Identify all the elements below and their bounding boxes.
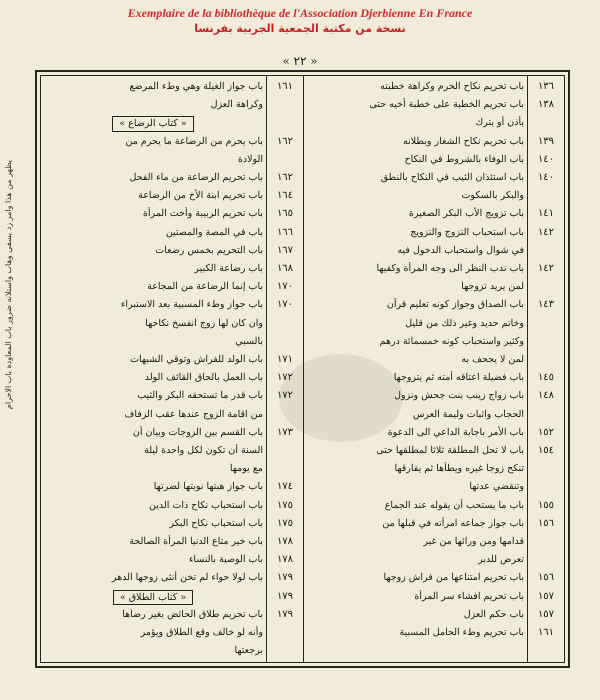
entry-title: السنة أن تكون لكل واحدة ليلة xyxy=(144,445,263,456)
entry-page-number xyxy=(267,98,303,112)
entry-title: باب ما يستحب أن يقوله عند الجماع xyxy=(384,499,524,511)
index-entry xyxy=(41,244,303,258)
entry-page-number: ١٣٨ xyxy=(537,99,555,111)
entry-page-number: ١٧٨ xyxy=(276,536,294,547)
entry-title: وكراهة العزل xyxy=(210,99,263,111)
entry-page-number: ١٦٧ xyxy=(276,244,294,256)
entry-page-number: ١٧١ xyxy=(276,354,294,365)
entry-page-number: ١٦١ xyxy=(537,627,555,638)
library-header-arabic: نسخة من مكتبة الجمعية الجربية بفرنسا xyxy=(194,22,406,35)
entry-page-number: ١٧٣ xyxy=(276,426,294,438)
index-entry xyxy=(302,480,564,494)
index-entry xyxy=(302,317,564,331)
index-entry xyxy=(41,353,303,367)
entry-page-number: ١٧٢ xyxy=(276,372,294,384)
entry-title: باب خير متاع الدنيا المرأة الصالحة xyxy=(129,536,263,547)
index-entry xyxy=(302,135,564,149)
entry-page-number xyxy=(267,462,303,476)
entry-page-number: ١٥٥ xyxy=(537,499,555,511)
entry-page-number xyxy=(267,153,303,167)
entry-page-number: ١٧٩ xyxy=(276,608,294,620)
index-entry xyxy=(302,262,564,276)
index-entry xyxy=(302,371,564,385)
entry-page-number: ١٥٢ xyxy=(537,426,555,438)
entry-page-number: ١٤٠ xyxy=(537,172,555,183)
entry-page-number xyxy=(528,553,564,567)
entry-page-number xyxy=(528,280,564,294)
entry-page-number: ١٦٦ xyxy=(276,226,294,238)
index-entry xyxy=(41,608,303,622)
index-entry xyxy=(41,408,303,422)
entry-page-number: ١٧٨ xyxy=(276,554,294,566)
entry-page-number xyxy=(528,189,564,203)
entry-page-number xyxy=(528,116,564,130)
entry-title: باب الصداق وجواز كونه تعليم قرآن xyxy=(386,299,524,311)
entry-page-number: ١٤٣ xyxy=(537,299,555,311)
entry-page-number xyxy=(528,408,564,422)
entry-title: باب الأمر باجابة الداعي الى الدعوة xyxy=(387,426,524,438)
entry-page-number xyxy=(267,408,303,422)
entry-page-number: ١٣٦ xyxy=(537,81,555,92)
entry-title: باب قدر ما تستحقه البكر والثيب xyxy=(137,390,263,402)
entry-title: باب فضيلة اعتاقه أمته ثم يتزوجها xyxy=(393,372,524,384)
entry-page-number: ١٧٩ xyxy=(276,590,294,602)
index-entry xyxy=(302,244,564,258)
entry-title: باب القسم بين الزوجات وبيان أن xyxy=(132,426,263,438)
entry-page-number: ١٤٠ xyxy=(537,153,555,165)
entry-title: باب إنما الرضاعة من المجاعة xyxy=(147,281,263,293)
entry-page-number: ١٦٨ xyxy=(276,263,294,274)
index-entry xyxy=(302,153,564,167)
index-table xyxy=(40,75,565,663)
entry-title: والبكر بالسكوت xyxy=(461,190,524,202)
entry-page-number xyxy=(528,480,564,494)
entry-page-number: ١٦٥ xyxy=(276,208,294,220)
entry-page-number: ١٥٦ xyxy=(537,572,555,584)
entry-title: باب التحريم بخمس رضعات xyxy=(155,244,263,256)
index-entry xyxy=(41,644,303,658)
entry-page-number xyxy=(528,335,564,349)
entry-title: لمن يريد تزوجها xyxy=(461,281,524,293)
entry-page-number xyxy=(267,335,303,349)
index-entry xyxy=(41,426,303,440)
entry-title: وان كان لها زوج انفسخ نكاحها xyxy=(145,317,263,329)
entry-title: في شوال واستحباب الدخول فيه xyxy=(397,244,524,256)
entry-page-number xyxy=(267,444,303,458)
entry-title: يأذن أو يترك xyxy=(475,117,524,129)
margin-note: يظهر من هذا وامر زد يسقي وهاب واستلانه ضرور باب المعاودة باب الاحرام xyxy=(4,160,13,410)
entry-title: باب في المصة والمصتين xyxy=(165,226,263,238)
entry-page-number: ١٥٧ xyxy=(537,608,555,620)
section-heading-cell xyxy=(41,116,267,132)
index-entry xyxy=(302,226,564,240)
entry-title: بالسبي xyxy=(235,335,263,347)
index-entry xyxy=(41,189,303,203)
entry-page-number: ١٧٥ xyxy=(276,517,294,529)
index-entry xyxy=(41,171,303,185)
entry-title: وأنه لو خالف وقع الطلاق ويؤمر xyxy=(140,627,263,638)
entry-title: باب استحباب نكاح البكر xyxy=(169,517,263,529)
entry-page-number: ١٦١ xyxy=(276,81,294,92)
entry-page-number xyxy=(267,626,303,640)
entry-title: برجعتها xyxy=(234,645,263,657)
right-column xyxy=(302,76,564,662)
index-entry xyxy=(302,571,564,585)
entry-title: باب تحريم افشاء سر المرأة xyxy=(414,590,524,602)
entry-page-number: ١٤٨ xyxy=(537,390,555,402)
entry-title: وكثير واستحباب كونه خمسمائة درهم xyxy=(379,335,524,347)
entry-page-number: ١٦٢ xyxy=(276,172,294,183)
index-entry xyxy=(302,462,564,476)
entry-page-number: ١٣٩ xyxy=(537,135,555,147)
index-entry xyxy=(302,80,564,94)
entry-title: باب الوفاء بالشروط في النكاح xyxy=(404,153,524,165)
index-entry xyxy=(302,408,564,422)
index-entry xyxy=(302,553,564,567)
index-entry xyxy=(41,335,303,349)
index-entry xyxy=(41,207,303,221)
entry-title: باب زواج زينب بنت جحش ونزول xyxy=(394,390,524,402)
index-entry xyxy=(302,171,564,185)
entry-page-number xyxy=(528,317,564,331)
index-entry xyxy=(41,480,303,494)
index-entry xyxy=(302,389,564,403)
index-entry xyxy=(302,590,564,604)
entry-title: باب تحريم ابنة الأخ من الرضاعة xyxy=(138,190,263,202)
entry-page-number xyxy=(267,116,303,132)
index-entry xyxy=(302,98,564,112)
index-entry xyxy=(41,499,303,513)
index-entry xyxy=(302,335,564,349)
index-entry xyxy=(41,80,303,94)
index-entry xyxy=(41,226,303,240)
entry-title: باب تحريم نكاح الحرم وكراهة خطبته xyxy=(380,81,524,92)
entry-page-number: ١٧٩ xyxy=(276,572,294,584)
entry-title: باب جواز جماعه امرأته في قبلها من xyxy=(382,517,524,529)
entry-title: باب حكم العزل xyxy=(463,608,524,620)
index-entry xyxy=(41,590,303,606)
index-entry xyxy=(41,153,303,167)
entry-title: من اقامة الزوج عندها عقب الزفاف xyxy=(124,408,263,420)
entry-page-number xyxy=(528,462,564,476)
entry-title: باب رضاعة الكبير xyxy=(194,263,263,274)
index-entry xyxy=(302,444,564,458)
entry-title: باب جواز وطء المسبية بعد الاستبراء xyxy=(120,299,263,311)
entry-title: باب استحباب التزوج والتزويج xyxy=(410,226,524,238)
section-heading-cell xyxy=(41,590,267,606)
index-entry xyxy=(302,517,564,531)
entry-title: باب جواز هبتها نوبتها لضرتها xyxy=(153,481,263,493)
entry-page-number: ١٥٤ xyxy=(537,445,555,456)
entry-page-number: ١٧٠ xyxy=(276,299,294,311)
entry-page-number: ١٤٥ xyxy=(537,372,555,384)
entry-title: الولادة xyxy=(237,153,263,165)
section-heading: « كتاب الطلاق » xyxy=(113,590,193,606)
entry-page-number: ١٤٢ xyxy=(537,263,555,274)
entry-title: باب تحريم نكاح الشغار وبطلانه xyxy=(403,135,524,147)
index-entry xyxy=(41,571,303,585)
entry-title: باب العمل بالحاق القائف الولد xyxy=(144,372,263,384)
entry-title: باب لا تحل المطلقة ثلاثا لمطلقها حتى xyxy=(376,445,524,456)
index-entry xyxy=(302,189,564,203)
entry-title: باب استحباب نكاح ذات الدين xyxy=(149,499,263,511)
index-entry xyxy=(302,535,564,549)
entry-title: باب تحريم الرضاعة من ماء الفحل xyxy=(129,172,263,183)
entry-page-number: ١٥٧ xyxy=(537,590,555,602)
entry-title: باب تحريم وطء الحامل المسبية xyxy=(399,627,524,638)
left-column xyxy=(41,76,303,662)
index-entry xyxy=(302,608,564,622)
index-entry xyxy=(41,98,303,112)
index-entry xyxy=(41,626,303,640)
section-heading: « كتاب الرضاع » xyxy=(112,116,193,132)
entry-title: باب جواز الغيلة وهي وطء المرضع xyxy=(129,81,263,92)
index-entry xyxy=(302,280,564,294)
entry-title: وخاتم حديد وغير ذلك من قليل xyxy=(405,317,524,329)
entry-title: باب تحريم الربيبة وأخت المرأة xyxy=(142,208,263,220)
index-entry xyxy=(41,280,303,294)
index-entry xyxy=(41,444,303,458)
entry-title: باب تحريم امتناعها من فراش زوجها xyxy=(383,572,524,584)
entry-page-number: ١٧٥ xyxy=(276,499,294,511)
index-table-frame xyxy=(35,70,570,668)
entry-page-number: ١٤١ xyxy=(537,208,555,220)
entry-title: الحجاب واثبات وليمة العرس xyxy=(412,408,524,420)
index-entry xyxy=(41,462,303,476)
index-entry xyxy=(41,389,303,403)
entry-page-number xyxy=(528,535,564,549)
entry-title: باب لولا حواء لم تخن أنثى زوجها الدهر xyxy=(111,572,263,584)
entry-page-number xyxy=(267,317,303,331)
entry-title: تعرض للدبر xyxy=(478,554,524,566)
entry-page-number: ١٦٢ xyxy=(276,135,294,147)
index-entry xyxy=(302,298,564,312)
index-entry xyxy=(41,535,303,549)
entry-title: باب تزويج الأب البكر الصغيرة xyxy=(408,208,524,220)
entry-page-number: ١٧٢ xyxy=(276,390,294,402)
entry-title: باب الولد للفراش وتوقي الشبهات xyxy=(130,354,263,365)
index-entry xyxy=(41,298,303,312)
entry-page-number: ١٧٠ xyxy=(276,281,294,293)
index-entry xyxy=(302,626,564,640)
index-entry xyxy=(41,371,303,385)
index-entry xyxy=(41,135,303,149)
index-entry xyxy=(41,116,303,132)
index-entry xyxy=(302,116,564,130)
entry-page-number: ١٧٤ xyxy=(276,481,294,493)
entry-title: تنكح زوجا غيره ويطأها ثم يفارقها xyxy=(394,463,524,475)
entry-page-number: ١٤٢ xyxy=(537,226,555,238)
entry-title: مع يومها xyxy=(229,463,263,475)
index-entry xyxy=(302,426,564,440)
entry-title: باب يحرم من الرضاعة ما يحرم من xyxy=(125,135,263,147)
index-entry xyxy=(41,262,303,276)
entry-title: باب ندب النظر الى وجه المرأة وكفيها xyxy=(376,263,524,274)
entry-title: باب تحريم الخطبة على خطبة أخيه حتى xyxy=(369,99,524,111)
index-entry xyxy=(41,317,303,331)
entry-title: قدامها ومن ورائها من غير xyxy=(423,536,524,547)
entry-title: باب استئذان الثيب في النكاح بالنطق xyxy=(380,172,524,183)
entry-page-number xyxy=(528,353,564,367)
entry-page-number xyxy=(528,244,564,258)
index-entry xyxy=(302,207,564,221)
index-entry xyxy=(41,517,303,531)
page-number: « ٢٢ » xyxy=(282,54,318,68)
index-entry xyxy=(302,499,564,513)
entry-title: وتنقضي عدتها xyxy=(469,481,524,493)
entry-page-number: ١٦٤ xyxy=(276,190,294,202)
entry-title: لمن لا يجحف به xyxy=(461,354,524,365)
entry-page-number: ١٥٦ xyxy=(537,517,555,529)
entry-title: باب تحريم طلاق الحائض بغير رضاها xyxy=(122,608,263,620)
index-entry xyxy=(302,353,564,367)
entry-title: باب الوصية بالنساء xyxy=(188,554,263,566)
library-header-french: Exemplaire de la bibliothèque de l'Association Djerbienne En France xyxy=(127,6,473,20)
index-entry xyxy=(41,553,303,567)
entry-page-number xyxy=(267,644,303,658)
